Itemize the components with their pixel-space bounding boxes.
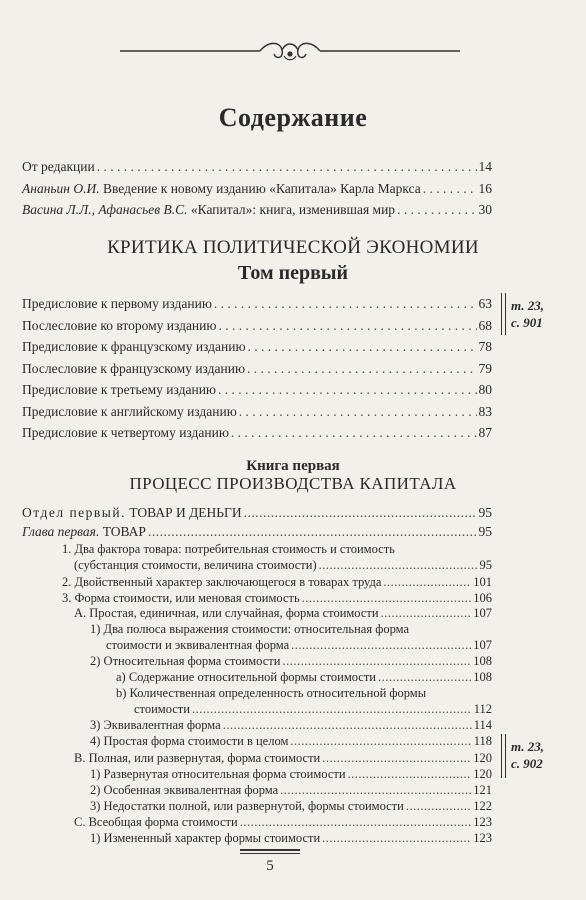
toc-section-text[interactable]: 1. Два фактора товара: потребительная стоимость и стоимость <box>62 542 395 556</box>
dot-leader <box>223 718 472 733</box>
dot-leader <box>397 202 476 218</box>
ornament-divider-icon <box>120 38 460 64</box>
toc-entry[interactable] <box>22 159 492 175</box>
toc-entry-page: 123 <box>473 831 492 845</box>
toc-entry-page: 108 <box>473 654 492 668</box>
toc-entry-page: 118 <box>473 734 492 748</box>
toc-entry-text: Послесловие ко второму изданию <box>22 318 217 333</box>
toc-section[interactable] <box>90 767 492 782</box>
toc-section[interactable] <box>74 606 492 621</box>
toc-part-text: ТОВАР И ДЕНЬГИ <box>125 505 242 520</box>
toc-entry-page: 78 <box>478 339 492 354</box>
volume-reference-2 <box>511 738 544 772</box>
toc-section[interactable] <box>90 799 492 814</box>
dot-leader <box>240 815 472 830</box>
heading-volume: Том первый <box>237 262 349 284</box>
toc-chapter-text: ТОВАР <box>99 524 146 539</box>
toc-entry[interactable] <box>22 181 492 197</box>
toc-entry-page: 80 <box>478 382 492 397</box>
toc-section-text[interactable]: 1) Два полюса выражения стоимости: относительная форма <box>90 622 410 636</box>
toc-entry-page: 95 <box>479 558 492 572</box>
toc-entry-page: 30 <box>478 202 492 217</box>
toc-entry-page: 68 <box>478 318 492 333</box>
toc-entry[interactable] <box>22 382 492 398</box>
toc-entry-page: 121 <box>473 783 492 797</box>
dot-leader <box>322 751 471 766</box>
toc-chapter[interactable] <box>22 524 492 540</box>
dot-leader <box>218 382 476 398</box>
toc-entry-page: 120 <box>473 751 492 765</box>
dot-leader <box>239 404 477 420</box>
toc-section-text: стоимости и эквивалентная форма <box>106 638 290 652</box>
toc-section[interactable] <box>90 831 492 846</box>
toc-entry-text: Предисловие к первому изданию <box>22 296 212 311</box>
toc-entry-page: 107 <box>473 606 492 620</box>
footer-rule <box>240 849 300 851</box>
toc-entry[interactable] <box>22 202 492 218</box>
dot-leader <box>148 524 477 540</box>
toc-entry[interactable] <box>22 404 492 420</box>
dot-leader <box>192 702 472 717</box>
toc-entry-page: 120 <box>473 767 492 781</box>
toc-entry-page: 106 <box>473 591 492 605</box>
toc-section[interactable] <box>62 575 492 590</box>
toc-entry[interactable] <box>22 361 492 377</box>
toc-entry-author: Васина Л.Л., Афанасьев В.С. <box>22 202 188 217</box>
side-bracket <box>501 293 506 335</box>
toc-section-text: 2. Двойственный характер заключающегося в товарах труда <box>62 575 382 589</box>
toc-entry[interactable] <box>22 318 492 334</box>
dot-leader <box>214 296 477 312</box>
toc-section-text: 4) Простая форма стоимости в целом <box>90 734 289 748</box>
toc-section-text: 1) Измененный характер формы стоимости <box>90 831 321 845</box>
volume-reference-1 <box>511 297 544 331</box>
toc-section-text: 2) Особенная эквивалентная форма <box>90 783 279 797</box>
toc-entry-page: 95 <box>478 505 492 520</box>
toc-section[interactable] <box>74 751 492 766</box>
toc-section-text: 3) Эквивалентная форма <box>90 718 221 732</box>
toc-entry-text: Предисловие к французскому изданию <box>22 339 246 354</box>
toc-section-text: A. Простая, единичная, или случайная, форма стоимости <box>74 606 379 620</box>
dot-leader <box>383 575 471 590</box>
dot-leader <box>348 767 472 782</box>
dot-leader <box>290 734 471 749</box>
toc-section-text: a) Содержание относительной формы стоимости <box>116 670 376 684</box>
heading-critique: КРИТИКА ПОЛИТИЧЕСКОЙ ЭКОНОМИИ <box>107 237 479 258</box>
toc-entry-text: Введение к новому изданию «Капитала» Карла Маркса <box>99 181 421 196</box>
toc-entry-text: Предисловие к третьему изданию <box>22 382 217 397</box>
toc-entry-page: 79 <box>478 361 492 376</box>
dot-leader <box>319 558 478 573</box>
dot-leader <box>378 670 471 685</box>
toc-entry-page: 16 <box>478 181 492 196</box>
toc-section-text: C. Всеобщая форма стоимости <box>74 815 238 829</box>
toc-section-text: B. Полная, или развернутая, форма стоимости <box>74 751 321 765</box>
volume-reference-page: с. 902 <box>511 756 543 771</box>
toc-section[interactable] <box>134 702 492 717</box>
dot-leader <box>280 783 471 798</box>
dot-leader <box>291 638 471 653</box>
dot-leader <box>302 591 472 606</box>
toc-section-text[interactable]: b) Количественная определенность относительной формы <box>116 686 427 700</box>
dot-leader <box>231 425 477 441</box>
toc-entry[interactable] <box>22 296 492 312</box>
toc-section[interactable] <box>62 591 492 606</box>
toc-entry-page: 83 <box>478 404 492 419</box>
toc-entry-text: Предисловие к четвертому изданию <box>22 425 229 440</box>
toc-entry[interactable] <box>22 425 492 441</box>
toc-title: Содержание <box>218 103 368 132</box>
volume-reference-page: с. 901 <box>511 315 543 330</box>
toc-entry-page: 112 <box>473 702 492 716</box>
toc-section[interactable] <box>106 638 492 653</box>
toc-entry-page: 114 <box>473 718 492 732</box>
toc-section[interactable] <box>90 718 492 733</box>
toc-entry-page: 87 <box>478 425 492 440</box>
heading-process: ПРОЦЕСС ПРОИЗВОДСТВА КАПИТАЛА <box>129 474 457 493</box>
side-bracket <box>501 734 506 778</box>
dot-leader <box>247 361 476 377</box>
dot-leader <box>322 831 471 846</box>
toc-section[interactable] <box>90 783 492 798</box>
toc-chapter-label: Глава первая. <box>22 524 100 539</box>
toc-section[interactable] <box>74 558 492 573</box>
toc-entry-page: 107 <box>473 638 492 652</box>
toc-entry[interactable] <box>22 339 492 355</box>
toc-part-label: Отдел первый. <box>22 505 126 520</box>
toc-section-text: стоимости <box>134 702 190 716</box>
footer-rule <box>240 853 300 854</box>
toc-section-text: 2) Относительная форма стоимости <box>90 654 281 668</box>
toc-entry-text: От редакции <box>22 159 95 174</box>
dot-leader <box>248 339 477 355</box>
toc-section-text: 1) Развернутая относительная форма стоимости <box>90 767 346 781</box>
toc-entry-page: 101 <box>473 575 492 589</box>
toc-section[interactable] <box>116 670 492 685</box>
page-number: 5 <box>266 858 274 874</box>
volume-reference-volume: т. 23, <box>511 739 545 754</box>
toc-entry-page: 95 <box>478 524 492 539</box>
toc-section[interactable] <box>90 654 492 669</box>
toc-section-text: 3) Недостатки полной, или развернутой, формы стоимости <box>90 799 404 813</box>
toc-entry-page: 14 <box>478 159 492 174</box>
toc-part[interactable] <box>22 505 492 521</box>
toc-section-text: 3. Форма стоимости, или меновая стоимость <box>62 591 300 605</box>
heading-book: Книга первая <box>246 458 340 474</box>
dot-leader <box>97 159 477 175</box>
volume-reference-volume: т. 23, <box>511 298 545 313</box>
toc-entry-page: 63 <box>478 296 492 311</box>
dot-leader <box>406 799 471 814</box>
dot-leader <box>381 606 472 621</box>
toc-entry-page: 108 <box>473 670 492 684</box>
dot-leader <box>244 505 477 521</box>
dot-leader <box>218 318 476 334</box>
toc-entry-text: «Капитал»: книга, изменившая мир <box>187 202 396 217</box>
toc-entry-text: Послесловие к французскому изданию <box>22 361 246 376</box>
dot-leader <box>282 654 471 669</box>
toc-entry-text: Предисловие к английскому изданию <box>22 404 237 419</box>
toc-entry-author: Ананьин О.И. <box>22 181 100 196</box>
toc-section[interactable] <box>74 815 492 830</box>
dot-leader <box>423 181 477 197</box>
toc-section[interactable] <box>90 734 492 749</box>
toc-entry-page: 123 <box>473 815 492 829</box>
toc-entry-page: 122 <box>473 799 492 813</box>
toc-section-text: (субстанция стоимости, величина стоимости) <box>74 558 317 572</box>
